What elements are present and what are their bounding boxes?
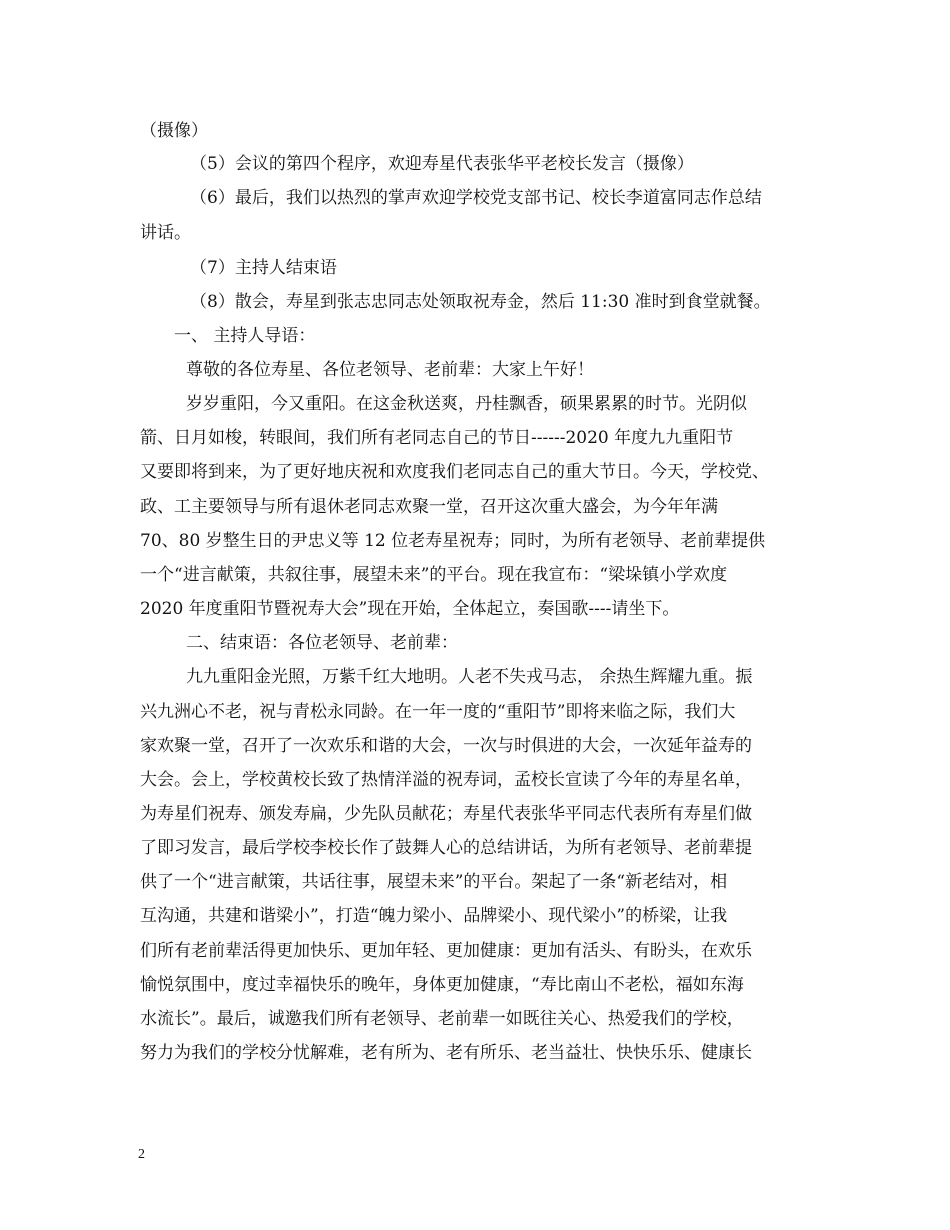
section-heading: 二、结束语：各位老领导、老前辈： [186, 633, 458, 653]
text-line: 政、工主要领导与所有退休老同志欢聚一堂，召开这次重大盛会，为今年年满 [140, 497, 718, 517]
text-line: （5）会议的第四个程序，欢迎寿星代表张华平老校长发言（摄像） [190, 154, 694, 174]
text-line: （8）散会，寿星到张志忠同志处领取祝寿金，然后 11:30 准时到食堂就餐。 [190, 292, 771, 312]
text-line: 大会。会上，学校黄校长致了热情洋溢的祝寿词，孟校长宣读了今年的寿星名单， [140, 770, 752, 790]
text-line: 一个“进言献策，共叙往事，展望未来”的平台。现在我宣布：“梁垛镇小学欢度 [140, 565, 728, 585]
text-line: 互沟通，共建和谐梁小”，打造“魄力梁小、品牌梁小、现代梁小”的桥梁，让我 [140, 906, 728, 926]
text-line: （摄像） [140, 121, 208, 141]
text-line: （7）主持人结束语 [190, 258, 337, 278]
text-line: 努力为我们的学校分忧解难，老有所为、老有所乐、老当益壮、快快乐乐、健康长 [140, 1043, 752, 1063]
section-heading: 一、 主持人导语： [174, 326, 316, 346]
text-line: 尊敬的各位寿星、各位老领导、老前辈：大家上午好！ [186, 360, 594, 380]
text-line: 2020 年度重阳节暨祝寿大会”现在开始，全体起立，奏国歌----请坐下。 [140, 599, 680, 619]
text-line: 家欢聚一堂，召开了一次欢乐和谐的大会，一次与时俱进的大会，一次延年益寿的 [140, 736, 752, 756]
text-line: 岁岁重阳，今又重阳。在这金秋送爽，丹桂飘香，硕果累累的时节。光阴似 [186, 394, 747, 414]
text-line: 70、80 岁整生日的尹忠义等 12 位老寿星祝寿；同时，为所有老领导、老前辈提供 [140, 531, 766, 551]
text-line: 又要即将到来，为了更好地庆祝和欢度我们老同志自己的重大节日。今天，学校党、 [140, 462, 769, 482]
text-line: （6）最后，我们以热烈的掌声欢迎学校党支部书记、校长李道富同志作总结 [190, 188, 762, 208]
text-line: 愉悦氛围中，度过幸福快乐的晚年，身体更加健康，“寿比南山不老松，福如东海 [140, 975, 744, 995]
text-line: 箭、日月如梭，转眼间，我们所有老同志自己的节日------2020 年度九九重阳节 [140, 428, 734, 448]
text-line: 们所有老前辈活得更加快乐、更加年轻、更加健康：更加有活头、有盼头，在欢乐 [140, 941, 752, 961]
page-number: 2 [138, 1147, 145, 1162]
text-line: 九九重阳金光照，万紫千红大地明。人老不失戎马志， 余热生辉耀九重。振 [186, 667, 753, 687]
text-line: 为寿星们祝寿、颁发寿扁，少先队员献花；寿星代表张华平同志代表所有寿星们做 [140, 804, 752, 824]
text-line: 讲话。 [140, 223, 191, 243]
text-line: 水流长”。最后，诚邀我们所有老领导、老前辈一如既往关心、热爱我们的学校， [140, 1009, 744, 1029]
text-line: 供了一个“进言献策，共话往事，展望未来”的平台。架起了一条“新老结对，相 [140, 872, 728, 892]
text-line: 了即习发言，最后学校李校长作了鼓舞人心的总结讲话，为所有老领导、老前辈提 [140, 838, 752, 858]
text-line: 兴九洲心不老，祝与青松永同龄。在一年一度的“重阳节”即将来临之际，我们大 [140, 702, 736, 722]
